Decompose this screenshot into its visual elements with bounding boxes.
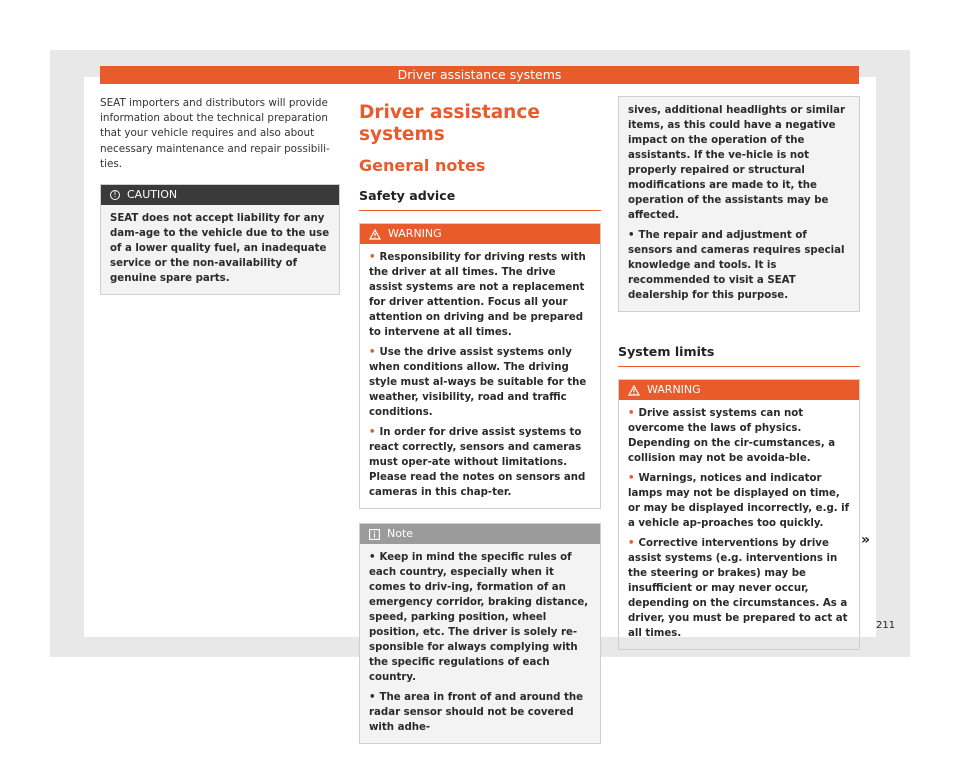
note-continued-text: sives, additional headlights or similar items, as this could have a negative impact on the operation of the assistants. If the ve-hicle is not properly repaired or structural modifications are made to it, the operation of the assistants may be affected.: [628, 105, 846, 221]
subsection-safety-advice: Safety advice: [359, 188, 601, 211]
note-item: • The repair and adjustment of sensors and cameras requires special knowledge and tools. It is recommended to visit a SEAT dealership for this purpose.: [628, 230, 845, 301]
warning-item: • Responsibility for driving rests with the driver at all times. The drive assist systems are not a replacement for driver attention. Focus all your attention on driving and be prepared to intervene at all times.: [369, 252, 586, 338]
warning-header: [360, 224, 600, 244]
caution-header: [101, 185, 339, 205]
caution-label: CAUTION: [127, 188, 178, 202]
warning-item: • Use the drive assist systems only when conditions allow. The driving style must al-ways be suitable for the weather, visibility, road and traffic conditions.: [369, 347, 587, 418]
info-note-icon: [369, 529, 380, 540]
warning-triangle-icon: [369, 229, 381, 240]
warning-label: WARNING: [647, 383, 701, 397]
warning-item: • Drive assist systems can not overcome the laws of physics. Depending on the cir-cumstances, a collision may not be avoida-ble.: [628, 408, 836, 464]
bullet-icon: •: [628, 230, 635, 241]
warning-label: WARNING: [388, 227, 442, 241]
note-continued-body: [619, 97, 859, 311]
bullet-icon: •: [628, 473, 635, 484]
column-left: [100, 96, 340, 309]
section-title: General notes: [359, 156, 486, 175]
note-body: [360, 544, 600, 743]
bullet-icon: •: [369, 692, 376, 703]
note-item: • Keep in mind the specific rules of each country, especially when it comes to driv-ing, formation of an emergency corridor, braking distance, speed, parking position, wheel position, etc. The driver is solely re-sponsible for always complying with the specific regulations of each country.: [369, 552, 589, 683]
bullet-icon: •: [369, 427, 376, 438]
bullet-icon: •: [369, 552, 376, 563]
warning-header: [619, 380, 859, 400]
warning-triangle-icon: [628, 385, 640, 396]
warning-box-limits: [618, 379, 860, 650]
note-box: [359, 523, 601, 744]
note-box-continued: [618, 96, 860, 312]
caution-text: SEAT does not accept liability for any dam-age to the vehicle due to the use of a lower quality fuel, an inadequate service or the non-availability of genuine spare parts.: [110, 213, 330, 285]
warning-item: • Warnings, notices and indicator lamps may not be displayed on time, or may be displayed incorrectly, e.g. if a vehicle ap-proaches too quickly.: [628, 473, 850, 529]
note-item: • The area in front of and around the radar sensor should not be covered with adhe-: [369, 692, 584, 733]
warning-item: • Corrective interventions by drive assist systems (e.g. interventions in the steering or brakes) may be insufficient or may never occur, depending on the circumstances. As a driver, you must be prepared to act at all times.: [628, 538, 848, 639]
subsection-system-limits: System limits: [618, 344, 860, 367]
caution-box: [100, 184, 340, 295]
warning-box-safety: [359, 223, 601, 509]
continue-mark: »: [861, 532, 871, 548]
chapter-title: Driver assistance systems: [359, 102, 540, 145]
bullet-icon: •: [369, 252, 376, 263]
warning-body: [619, 400, 859, 649]
bullet-icon: •: [369, 347, 376, 358]
warning-body: [360, 244, 600, 508]
intro-paragraph: SEAT importers and distributors will provide information about the technical preparation that your vehicle requires and also about necessary maintenance and repair possibili-ties.: [100, 97, 330, 170]
running-header: Driver assistance systems: [100, 66, 859, 84]
warning-item: • In order for drive assist systems to react correctly, sensors and cameras must oper-ate without limitations. Please read the notes on sensors and cameras in this chap-ter.: [369, 427, 586, 498]
column-right: [618, 96, 860, 664]
page-number: 211: [876, 620, 896, 631]
bullet-icon: •: [628, 538, 635, 549]
note-label: Note: [387, 527, 414, 541]
note-header: [360, 524, 600, 544]
caution-body: [101, 205, 339, 294]
exclamation-circle-icon: !: [110, 190, 120, 200]
bullet-icon: •: [628, 408, 635, 419]
column-middle: [359, 96, 601, 758]
